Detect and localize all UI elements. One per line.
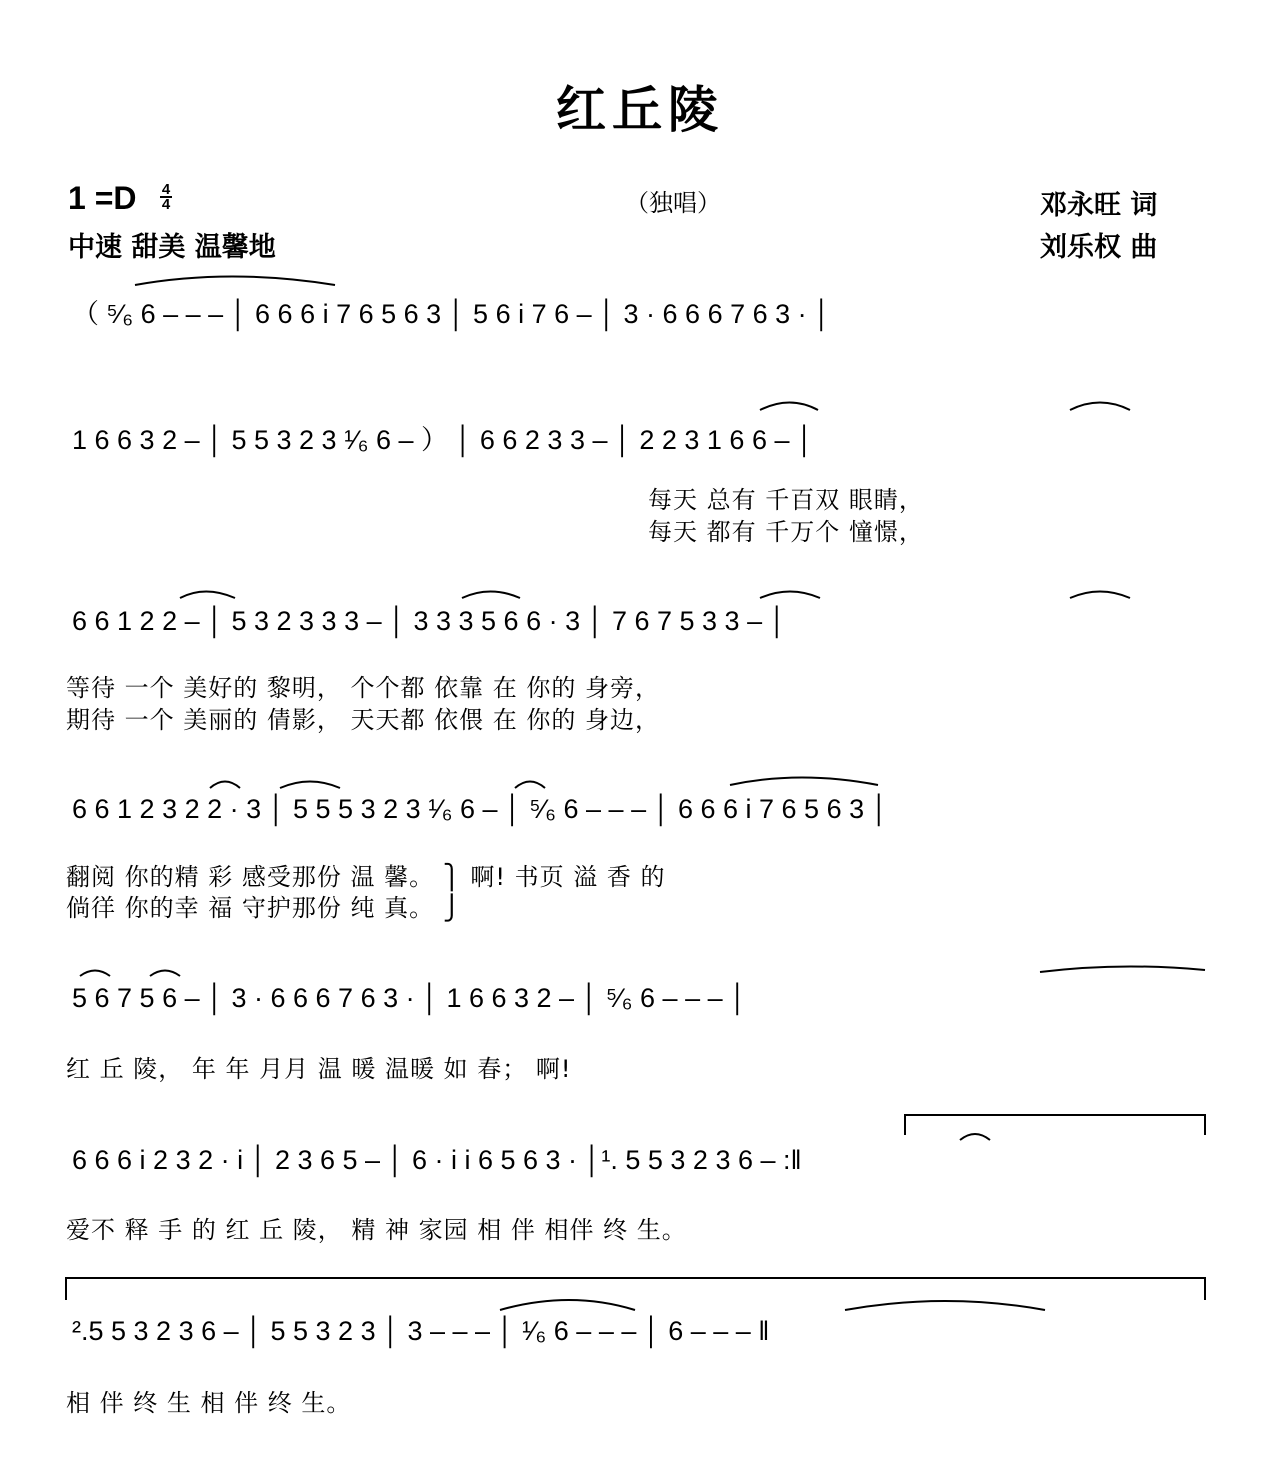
song-title: 红丘陵 [556, 80, 724, 139]
slur-line3c [760, 592, 820, 599]
lyrics-line-3-verse-2: 期待 一个 美丽的 倩影， 天天都 依偎 在 你的 身边， [66, 706, 661, 734]
slur-line7a [500, 1300, 635, 1310]
slur-line4d [730, 778, 878, 786]
composer-credit: 刘乐权 曲 [1040, 232, 1158, 263]
time-signature-bottom: 4 [161, 196, 171, 213]
lyrics-line-5: 红 丘 陵， 年 年 月月 温 暖 温暖 如 春； 啊! [66, 1055, 572, 1083]
slur-line2 [760, 403, 818, 411]
lyrics-line-2-verse-2: 每天 都有 千万个 憧憬， [648, 518, 924, 546]
slur-line5a [80, 971, 110, 977]
slur-line3b [462, 592, 520, 599]
slur-line2b [1070, 403, 1130, 411]
notation-line-2: 1 6 6 3 2 – │ 5 5 3 2 3 ¹⁄₆ 6 – ） │ 6 6 2 3 3 – │ 2 2 3 1 6 6 – │ [72, 425, 814, 455]
lyrics-line-4-verse-2: 倘徉 你的幸 福 守护那份 纯 真。 ⎭ [66, 894, 462, 922]
slur-line3a [180, 592, 235, 599]
key-signature: 1 =D [68, 180, 137, 216]
slur-line4a [210, 782, 240, 789]
lyricist-credit: 邓永旺 词 [1040, 190, 1158, 221]
notation-line-4: 6 6 1 2 3 2 2 · 3 │ 5 5 5 3 2 3 ¹⁄₆ 6 – │ ⁵⁄₆ 6 – – – │ 6 6 6 i 7 6 5 6 3 │ [72, 794, 889, 824]
performance-style: （独唱） [625, 189, 721, 217]
lyrics-line-7: 相 伴 终 生 相 伴 终 生。 [66, 1389, 352, 1417]
notation-line-1: （ ⁵⁄₆ 6 – – – │ 6 6 6 i 7 6 5 6 3 │ 5 6 i 7 6 – │ 3 · 6 6 6 7 6 3 · │ [72, 299, 832, 329]
lyrics-line-6: 爱不 释 手 的 红 丘 陵， 精 神 家园 相 伴 相伴 终 生。 [66, 1216, 687, 1244]
slur-intro [135, 277, 335, 286]
slur-line3d [1070, 592, 1130, 599]
slur-line5b [150, 971, 180, 977]
slur-line5c [1040, 966, 1205, 972]
slur-line7b [845, 1301, 1045, 1310]
notation-line-3: 6 6 1 2 2 – │ 5 3 2 3 3 3 – │ 3 3 3 5 6 6 · 3 │ 7 6 7 5 3 3 – │ [72, 606, 787, 636]
slur-line4c [515, 782, 545, 789]
slur-line6a [960, 1134, 990, 1140]
notation-line-6: 6 6 6 i 2 3 2 · i │ 2 3 6 5 – │ 6 · i i 6 5 6 3 · │¹. 5 5 3 2 3 6 – :‖ [72, 1145, 802, 1175]
lyrics-line-4-verse-1: 翻阅 你的精 彩 感受那份 温 馨。 ⎫ 啊! 书页 溢 香 的 [66, 863, 666, 891]
tempo-marking: 中速 甜美 温馨地 [68, 232, 276, 263]
lyrics-line-2-verse-1: 每天 总有 千百双 眼睛， [648, 486, 924, 514]
notation-line-7: ².5 5 3 2 3 6 – │ 5 5 3 2 3 │ 3 – – – │ ¹⁄₆ 6 – – – │ 6 – – – ‖ [72, 1316, 770, 1346]
time-signature-top: 4 [161, 181, 171, 198]
volta-bracket-2 [66, 1278, 1205, 1300]
lyrics-line-3-verse-1: 等待 一个 美好的 黎明， 个个都 依靠 在 你的 身旁， [66, 674, 661, 702]
slur-line4b [280, 782, 340, 789]
notation-line-5: 5 6 7 5 6 – │ 3 · 6 6 6 7 6 3 · │ 1 6 6 3 2 – │ ⁵⁄₆ 6 – – – │ [72, 983, 747, 1013]
volta-bracket-1 [905, 1115, 1205, 1135]
